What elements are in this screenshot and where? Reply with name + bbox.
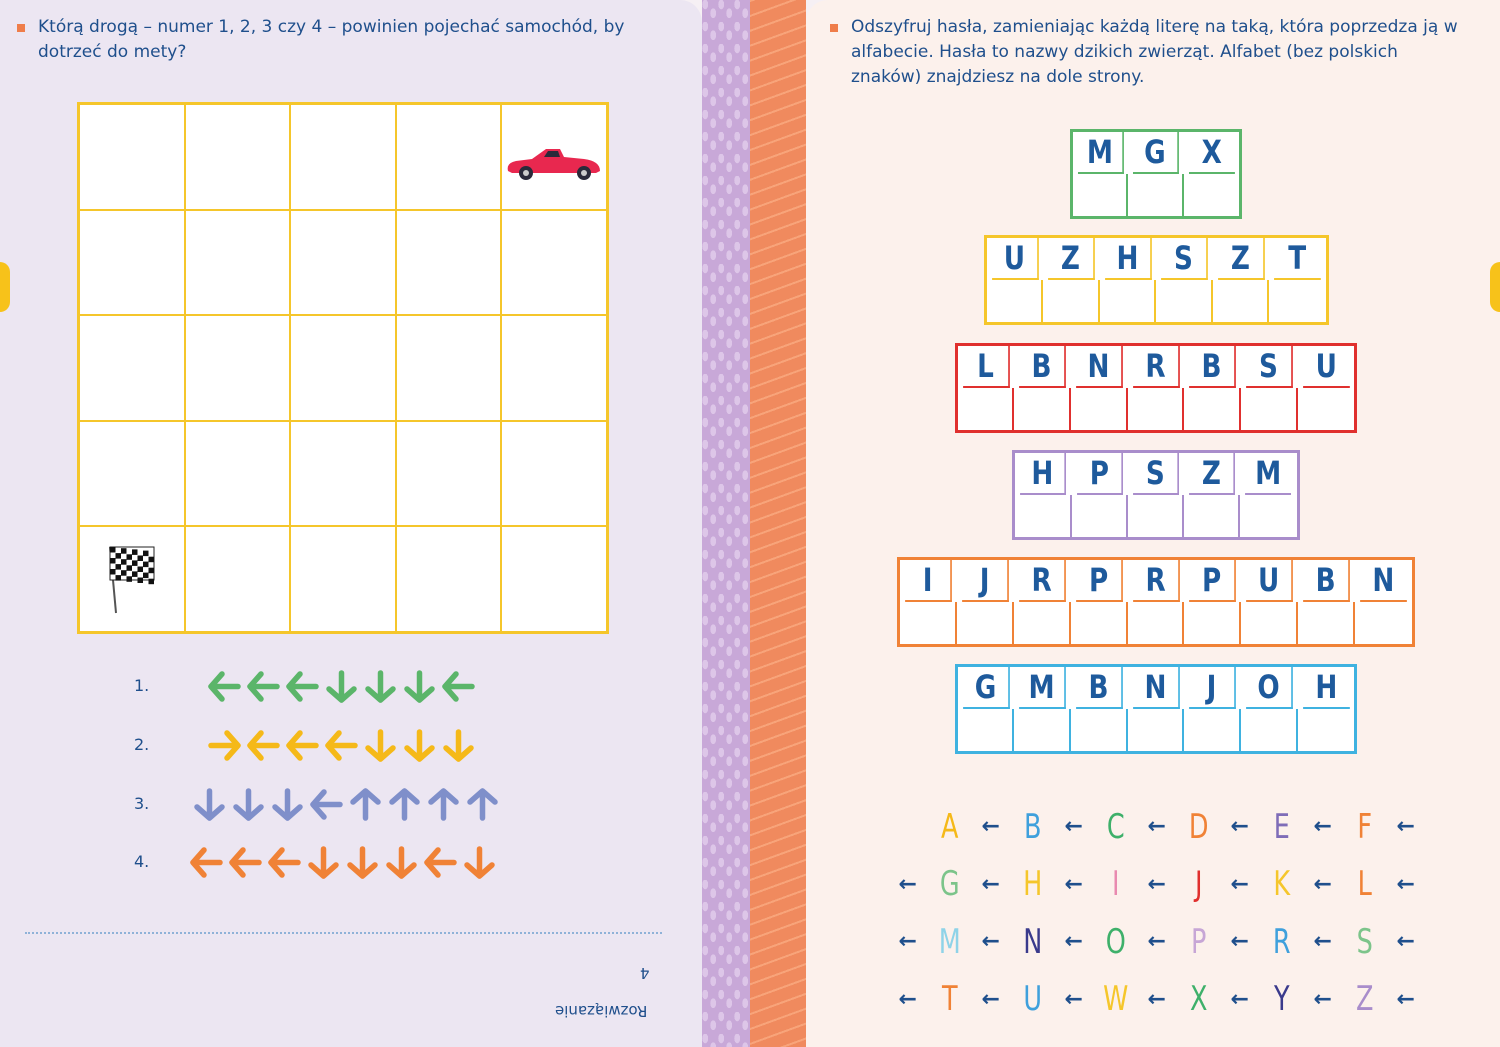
answer-cell[interactable]: [1014, 709, 1071, 751]
arrow-left-icon: [424, 846, 457, 879]
alphabet-letter: E: [1273, 806, 1290, 847]
arrow-left-icon: ←: [1396, 814, 1415, 840]
cipher-letter: J: [962, 560, 1009, 602]
grid-cell: [79, 526, 185, 632]
arrow-left-icon: ←: [1313, 929, 1332, 955]
alphabet-letter: G: [939, 864, 960, 905]
arrow-down-icon: [325, 670, 358, 703]
alphabet-letter: L: [1357, 864, 1372, 905]
grid-cell: [79, 421, 185, 527]
grid-cell: [79, 104, 185, 210]
answer-cell[interactable]: [1128, 602, 1185, 644]
arrow-left-icon: ←: [1230, 986, 1249, 1012]
alphabet-letter: O: [1105, 921, 1126, 962]
answer-cell[interactable]: [1184, 388, 1241, 430]
answer-cell[interactable]: [1156, 280, 1213, 322]
cipher-letter: R: [1133, 560, 1180, 602]
page-number: 4: [640, 964, 650, 982]
cipher-letter: H: [1105, 238, 1151, 280]
answer-cell[interactable]: [1071, 709, 1128, 751]
red-car-icon: [504, 143, 602, 183]
alphabet-key: [887, 798, 1427, 1028]
arrow-left-icon: ←: [1064, 814, 1083, 840]
arrow-down-icon: [403, 729, 436, 762]
answer-cell[interactable]: [1043, 280, 1100, 322]
answer-cell[interactable]: [1241, 602, 1298, 644]
answer-cell[interactable]: [1184, 495, 1240, 537]
cipher-letter: R: [1133, 346, 1179, 388]
grid-cell: [501, 421, 607, 527]
checkered-flag-icon: [104, 543, 164, 615]
arrow-up-icon: [388, 788, 421, 821]
grid-cell: [185, 315, 291, 421]
cipher-word: [1012, 450, 1300, 540]
grid-cell: [501, 315, 607, 421]
route-label: 1.: [134, 676, 150, 695]
arrow-left-icon: [310, 788, 343, 821]
cipher-letter: G: [1133, 132, 1179, 174]
grid-cell: [501, 104, 607, 210]
cipher-letter: B: [1303, 560, 1350, 602]
grid-cell: [185, 421, 291, 527]
answer-cell[interactable]: [957, 602, 1014, 644]
cipher-letter: S: [1161, 238, 1207, 280]
cipher-letter: L: [963, 346, 1009, 388]
cipher-letter: M: [1019, 667, 1065, 709]
arrow-left-icon: ←: [1064, 929, 1083, 955]
answer-cell[interactable]: [1213, 280, 1270, 322]
arrow-down-icon: [271, 788, 304, 821]
cipher-letter: T: [1274, 238, 1320, 280]
arrow-down-icon: [463, 846, 496, 879]
alphabet-letter: D: [1188, 806, 1209, 847]
alphabet-letter: X: [1189, 979, 1207, 1020]
arrow-up-icon: [427, 788, 460, 821]
grid-cell: [396, 526, 502, 632]
alphabet-letter: F: [1356, 806, 1372, 847]
cipher-letter: P: [1077, 453, 1123, 495]
alphabet-letter: N: [1022, 921, 1042, 962]
cipher-letter: M: [1078, 132, 1124, 174]
grid-cell: [185, 104, 291, 210]
question-bullet: [17, 24, 25, 32]
arrow-left-icon: [229, 846, 262, 879]
cipher-letter: M: [1246, 453, 1292, 495]
arrow-left-icon: ←: [1230, 929, 1249, 955]
cipher-letter: U: [1246, 560, 1293, 602]
arrow-left-icon: ←: [1230, 814, 1249, 840]
arrow-down-icon: [346, 846, 379, 879]
answer-cell[interactable]: [958, 709, 1015, 751]
answer-cell[interactable]: [1184, 709, 1241, 751]
cipher-word: [1070, 129, 1243, 219]
arrow-left-icon: ←: [1147, 871, 1166, 897]
answer-cell[interactable]: [1298, 388, 1355, 430]
cipher-letter: S: [1246, 346, 1292, 388]
cipher-letter: R: [1019, 560, 1066, 602]
answer-cell[interactable]: [1014, 602, 1071, 644]
grid-cell: [396, 104, 502, 210]
answer-cell[interactable]: [1128, 495, 1184, 537]
route-label: 3.: [134, 794, 150, 813]
maze-question: Którą drogą – numer 1, 2, 3 czy 4 – powinien pojechać samochód, by dotrzeć do mety?: [38, 17, 625, 62]
answer-cell[interactable]: [1184, 602, 1241, 644]
cipher-word: [897, 557, 1415, 647]
dotted-divider: [25, 932, 662, 934]
answer-cell[interactable]: [1298, 709, 1355, 751]
answer-cell[interactable]: [1355, 602, 1412, 644]
grid-cell: [501, 210, 607, 316]
alphabet-letter: Z: [1355, 979, 1373, 1020]
route-arrows: [208, 670, 475, 703]
answer-cell[interactable]: [1269, 280, 1326, 322]
cipher-letter: N: [1133, 667, 1179, 709]
grid-cell: [79, 210, 185, 316]
answer-cell[interactable]: [1072, 495, 1128, 537]
answer-cell[interactable]: [1015, 495, 1071, 537]
arrow-left-icon: ←: [1064, 871, 1083, 897]
grid-cell: [79, 315, 185, 421]
arrow-left-icon: [286, 670, 319, 703]
arrow-right-icon: [208, 729, 241, 762]
arrow-down-icon: [364, 729, 397, 762]
cipher-letter: Z: [1189, 453, 1235, 495]
arrow-left-icon: [268, 846, 301, 879]
alphabet-letter: T: [941, 979, 958, 1020]
grid-cell: [185, 526, 291, 632]
answer-cell[interactable]: [1100, 280, 1157, 322]
arrow-left-icon: ←: [898, 986, 917, 1012]
answer-cell[interactable]: [1298, 602, 1355, 644]
alphabet-letter: U: [1022, 979, 1042, 1020]
cipher-letter: H: [1020, 453, 1066, 495]
cipher-letter: X: [1189, 132, 1235, 174]
arrow-left-icon: [208, 670, 241, 703]
answer-cell[interactable]: [1128, 709, 1185, 751]
alphabet-letter: R: [1272, 921, 1291, 962]
alphabet-letter: I: [1111, 864, 1120, 905]
alphabet-letter: W: [1102, 979, 1128, 1020]
alphabet-letter: J: [1194, 864, 1203, 905]
arrow-left-icon: [247, 670, 280, 703]
alphabet-letter: Y: [1273, 979, 1290, 1020]
answer-cell[interactable]: [900, 602, 957, 644]
arrow-left-icon: ←: [981, 986, 1000, 1012]
grid-cell: [290, 526, 396, 632]
grid-cell: [290, 315, 396, 421]
arrow-left-icon: ←: [1147, 986, 1166, 1012]
arrow-left-icon: [325, 729, 358, 762]
answer-cell[interactable]: [958, 388, 1015, 430]
cipher-letter: H: [1303, 667, 1349, 709]
arrow-left-icon: ←: [1064, 986, 1083, 1012]
arrow-down-icon: [385, 846, 418, 879]
arrow-left-icon: ←: [981, 871, 1000, 897]
cipher-letter: Z: [1048, 238, 1094, 280]
question-bullet: [830, 24, 838, 32]
answer-cell[interactable]: [1241, 709, 1298, 751]
alphabet-letter: M: [938, 921, 961, 962]
cipher-letter: S: [1133, 453, 1179, 495]
answer-cell[interactable]: [1240, 495, 1296, 537]
alphabet-letter: K: [1272, 864, 1290, 905]
cipher-letter: N: [1360, 560, 1407, 602]
cipher-letter: P: [1190, 560, 1237, 602]
cipher-letter: I: [905, 560, 952, 602]
arrow-left-icon: ←: [898, 871, 917, 897]
arrow-down-icon: [307, 846, 340, 879]
arrow-left-icon: ←: [1230, 871, 1249, 897]
cipher-letter: U: [1303, 346, 1349, 388]
answer-cell[interactable]: [1014, 388, 1071, 430]
alphabet-letter: C: [1106, 806, 1125, 847]
grid-cell: [290, 421, 396, 527]
arrow-left-icon: [190, 846, 223, 879]
cipher-letter: Z: [1218, 238, 1264, 280]
route-arrows: [193, 788, 499, 821]
arrow-left-icon: ←: [1313, 986, 1332, 1012]
answer-cell[interactable]: [1071, 388, 1128, 430]
arrow-up-icon: [349, 788, 382, 821]
cipher-word: [955, 343, 1358, 433]
cipher-letter: N: [1076, 346, 1122, 388]
spine-pattern-purple: [702, 0, 750, 1047]
grid-cell: [396, 421, 502, 527]
cipher-letter: P: [1076, 560, 1123, 602]
arrow-left-icon: ←: [981, 929, 1000, 955]
arrow-down-icon: [193, 788, 226, 821]
route-label: 4.: [134, 852, 150, 871]
alphabet-letter: S: [1356, 921, 1373, 962]
arrow-left-icon: ←: [1313, 814, 1332, 840]
arrow-down-icon: [364, 670, 397, 703]
cipher-letter: G: [963, 667, 1009, 709]
cipher-question: Odszyfruj hasła, zamieniając każdą literę na taką, która poprzedza ją w alfabecie. Hasła to nazwy dzikich zwierząt. Alfabet (bez polskich znaków) znajdziesz na dole strony.: [851, 17, 1458, 87]
arrow-left-icon: [286, 729, 319, 762]
route-arrows: [208, 729, 475, 762]
solution-label: Rozwiązanie: [555, 1002, 648, 1020]
cipher-word: [955, 664, 1358, 754]
cipher-letter: O: [1246, 667, 1292, 709]
right-page-tab: [1490, 262, 1500, 312]
grid-cell: [290, 210, 396, 316]
alphabet-letter: P: [1190, 921, 1206, 962]
answer-cell[interactable]: [1128, 388, 1185, 430]
alphabet-letter: H: [1022, 864, 1042, 905]
grid-cell: [501, 526, 607, 632]
cipher-letter: B: [1189, 346, 1235, 388]
grid-cell: [185, 210, 291, 316]
route-label: 2.: [134, 735, 150, 754]
arrow-down-icon: [232, 788, 265, 821]
arrow-left-icon: ←: [1147, 929, 1166, 955]
arrow-down-icon: [442, 729, 475, 762]
arrow-left-icon: ←: [981, 814, 1000, 840]
arrow-left-icon: ←: [1396, 929, 1415, 955]
answer-cell[interactable]: [1071, 602, 1128, 644]
arrow-left-icon: [442, 670, 475, 703]
answer-cell[interactable]: [1128, 174, 1184, 216]
cipher-word: [984, 235, 1329, 325]
spine-pattern-orange: [750, 0, 806, 1047]
arrow-up-icon: [466, 788, 499, 821]
answer-cell[interactable]: [987, 280, 1044, 322]
cipher-letter: J: [1189, 667, 1235, 709]
grid-cell: [396, 315, 502, 421]
grid-cell: [290, 104, 396, 210]
arrow-left-icon: ←: [898, 929, 917, 955]
route-arrows: [190, 846, 496, 879]
left-page-tab: [0, 262, 10, 312]
arrow-down-icon: [403, 670, 436, 703]
cipher-letter: B: [1076, 667, 1122, 709]
grid-cell: [396, 210, 502, 316]
cipher-letter: B: [1019, 346, 1065, 388]
arrow-left-icon: [247, 729, 280, 762]
alphabet-letter: B: [1023, 806, 1041, 847]
arrow-left-icon: ←: [1396, 871, 1415, 897]
arrow-left-icon: ←: [1313, 871, 1332, 897]
arrow-left-icon: ←: [1396, 986, 1415, 1012]
alphabet-letter: A: [940, 806, 958, 847]
answer-cell[interactable]: [1241, 388, 1298, 430]
cipher-letter: U: [992, 238, 1038, 280]
arrow-left-icon: ←: [1147, 814, 1166, 840]
answer-cell[interactable]: [1073, 174, 1129, 216]
answer-cell[interactable]: [1184, 174, 1240, 216]
maze-grid: [77, 102, 609, 634]
